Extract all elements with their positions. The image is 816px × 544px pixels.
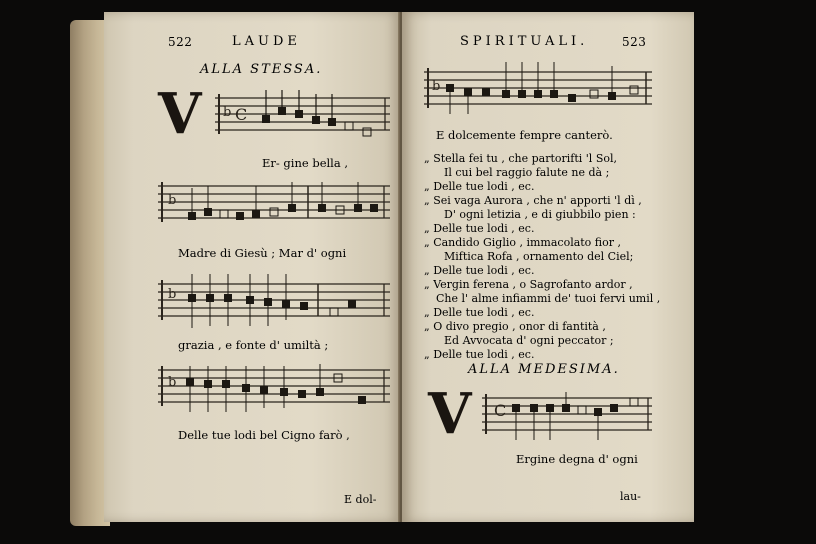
verse-line: Che l' alme infiammi de' tuoi fervi umil ,	[436, 292, 661, 305]
lyric-line-2: Madre di Giesù ; Mar d' ogni	[178, 246, 347, 260]
music-staff-4	[158, 362, 390, 414]
svg-text:C: C	[235, 105, 248, 124]
right-section-title: ALLA MEDESIMA.	[468, 362, 620, 377]
lyric-line-1: Er- gine bella ,	[262, 156, 349, 170]
verse-refrain: „ Delle tue lodi , ec.	[424, 306, 535, 319]
verse-line: „ Vergin ferena , o Sagrofanto ardor ,	[424, 278, 633, 291]
music-staff-1	[215, 90, 390, 142]
verse-line: „ O divo pregio , onor di fantità ,	[424, 320, 606, 333]
left-drop-initial: V	[158, 81, 202, 147]
verse-refrain: „ Delle tue lodi , ec.	[424, 348, 535, 361]
verse-line: „ Stella fei tu , che partorifti 'l Sol,	[424, 152, 617, 165]
verse-refrain: „ Delle tue lodi , ec.	[424, 264, 535, 277]
svg-text:b: b	[432, 79, 441, 94]
right-page-number: 523	[622, 35, 647, 49]
verse-refrain: „ Delle tue lodi , ec.	[424, 180, 535, 193]
svg-text:b: b	[168, 287, 177, 302]
left-section-title: ALLA STESSA.	[200, 62, 323, 77]
right-lyric-bottom: Ergine degna d' ogni	[516, 452, 638, 466]
verse-line: Il cui bel raggio falute ne dà ;	[444, 166, 610, 179]
right-drop-initial: V	[428, 381, 472, 447]
music-staff-right-top	[424, 58, 652, 116]
music-staff-3	[158, 270, 390, 330]
verse-refrain: „ Delle tue lodi , ec.	[424, 222, 535, 235]
svg-text:b: b	[168, 375, 177, 390]
verse-line: „ Candido Giglio , immacolato fior ,	[424, 236, 622, 249]
svg-text:C: C	[494, 401, 507, 420]
verse-line: Miftica Rofa , ornamento del Ciel;	[444, 250, 634, 263]
verse-line: Ed Avvocata d' ogni peccator ;	[444, 334, 614, 347]
verse-line: „ Sei vaga Aurora , che n' apporti 'l dì ,	[424, 194, 642, 207]
left-page	[104, 12, 400, 522]
music-staff-right-bottom	[482, 388, 652, 444]
lyric-line-3: grazia , e fonte d' umiltà ;	[178, 338, 329, 352]
svg-text:b: b	[168, 193, 177, 208]
verse-line: D' ogni letizia , e di giubbilo pien :	[444, 208, 636, 221]
left-running-head: LAUDE	[232, 34, 301, 49]
svg-text:b: b	[223, 105, 232, 120]
right-lyric-top: E dolcemente fempre canterò.	[436, 128, 613, 142]
right-catchword: lau-	[620, 490, 641, 503]
music-staff-2	[158, 178, 390, 230]
left-catchword: E dol-	[344, 493, 377, 506]
left-page-number: 522	[168, 35, 193, 49]
right-running-head: SPIRITUALI.	[460, 34, 589, 49]
lyric-line-4: Delle tue lodi bel Cigno farò ,	[178, 428, 350, 442]
